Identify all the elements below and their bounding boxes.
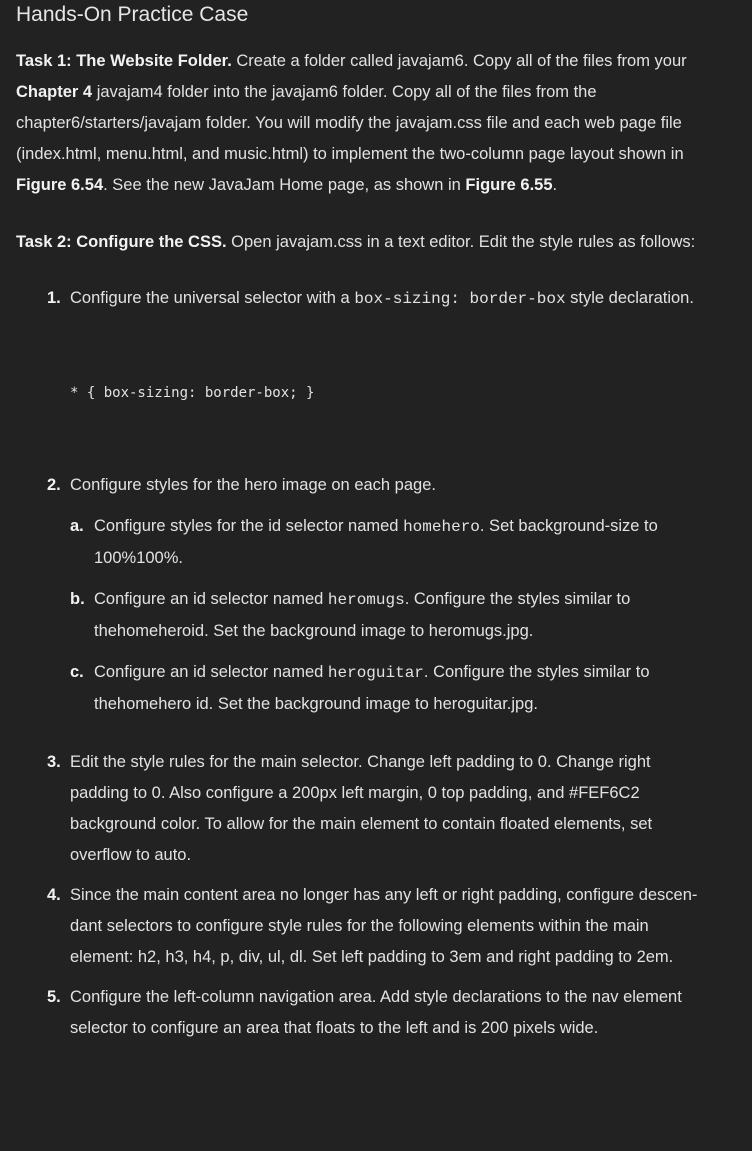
steps-list xyxy=(16,283,706,1044)
step-5-text: Configure the left-column navigation area. Add style declarations to the nav element selector to configure an area that floats to the left and is 200 pixels wide. xyxy=(70,988,682,1037)
step-number: 3. xyxy=(47,753,61,771)
step-5 xyxy=(16,982,706,1044)
step-number: 1. xyxy=(47,289,61,307)
inline-code: heroguitar xyxy=(327,664,424,682)
step-2c-text: Configure an id selector named xyxy=(94,663,328,681)
inline-code: box-sizing: border-box xyxy=(354,290,566,308)
step-1 xyxy=(16,283,706,403)
code-snippet: * { box-sizing: border-box; } xyxy=(70,385,315,401)
task-1-text: Create a folder called javajam6. Copy all of the files from your xyxy=(231,52,687,70)
step-3 xyxy=(16,747,706,871)
page-title: Hands-On Practice Case xyxy=(16,3,249,26)
step-2c xyxy=(70,657,706,720)
task-2-label: Task 2: Configure the CSS. xyxy=(16,233,227,251)
step-4 xyxy=(16,880,706,973)
step-3-text: Edit the style rules for the main selector. Change left padding to 0. Change right padding to 0. Also configure a 200px left margin, 0 top padding, and #FEF6C2 background color. To allow for the main element to contain floated elements, set overflow to auto. xyxy=(70,753,653,864)
sub-step-letter: a. xyxy=(70,517,84,535)
step-number: 4. xyxy=(47,886,61,904)
task-1-paragraph xyxy=(16,46,706,201)
sub-steps-list xyxy=(70,511,706,720)
step-2a-text: Configure styles for the id selector named xyxy=(94,517,404,535)
sub-step-letter: c. xyxy=(70,663,84,681)
chapter-4-ref: Chapter 4 xyxy=(16,83,93,101)
step-2a-text: . Set background-size to 100%100%. xyxy=(94,517,658,567)
step-2 xyxy=(16,470,706,720)
sub-step-letter: b. xyxy=(70,590,85,608)
inline-code: homehero xyxy=(403,518,480,536)
step-2b-text: Configure an id selector named xyxy=(94,590,328,608)
task-2-text: Open javajam.css in a text editor. Edit the style rules as follows: xyxy=(226,233,696,251)
step-2b xyxy=(70,584,706,647)
step-2b-text: . Configure the styles similar to thehomeheroid. Set the background image to heromugs.jpg. xyxy=(94,590,631,640)
task-1-text: javajam4 folder into the javajam6 folder. Copy all of the files from the chapter6/starters/javajam folder. You will modify the javajam.css file and each web page file (index.html, menu.html, and music.html) to implement the two-column page layout shown in xyxy=(16,83,684,163)
task-1-text: . xyxy=(552,176,558,194)
step-2c-text: . Configure the styles similar to thehomehero id. Set the background image to heroguitar.jpg. xyxy=(94,663,650,713)
step-number: 2. xyxy=(47,476,61,494)
step-1-text: style declaration. xyxy=(565,289,694,307)
page-content xyxy=(16,0,706,1044)
task-1-label: Task 1: The Website Folder. xyxy=(16,52,232,70)
step-1-text: Configure the universal selector with a xyxy=(70,289,355,307)
inline-code: heromugs xyxy=(327,591,405,609)
figure-6-54-ref: Figure 6.54 xyxy=(16,176,104,194)
step-2a xyxy=(70,511,706,574)
task-1-text: . See the new JavaJam Home page, as shown in xyxy=(103,176,466,194)
figure-6-55-ref: Figure 6.55 xyxy=(465,176,553,194)
step-2-text: Configure styles for the hero image on each page. xyxy=(70,476,436,494)
step-number: 5. xyxy=(47,988,61,1006)
step-4-text: Since the main content area no longer has any left or right padding, configure descen-dant selectors to configure style rules for the following elements within the main element: h2, h3, h4, p, div, ul, dl. Set left padding to 3em and right padding to 2em. xyxy=(70,886,698,966)
task-2-paragraph xyxy=(16,227,706,258)
